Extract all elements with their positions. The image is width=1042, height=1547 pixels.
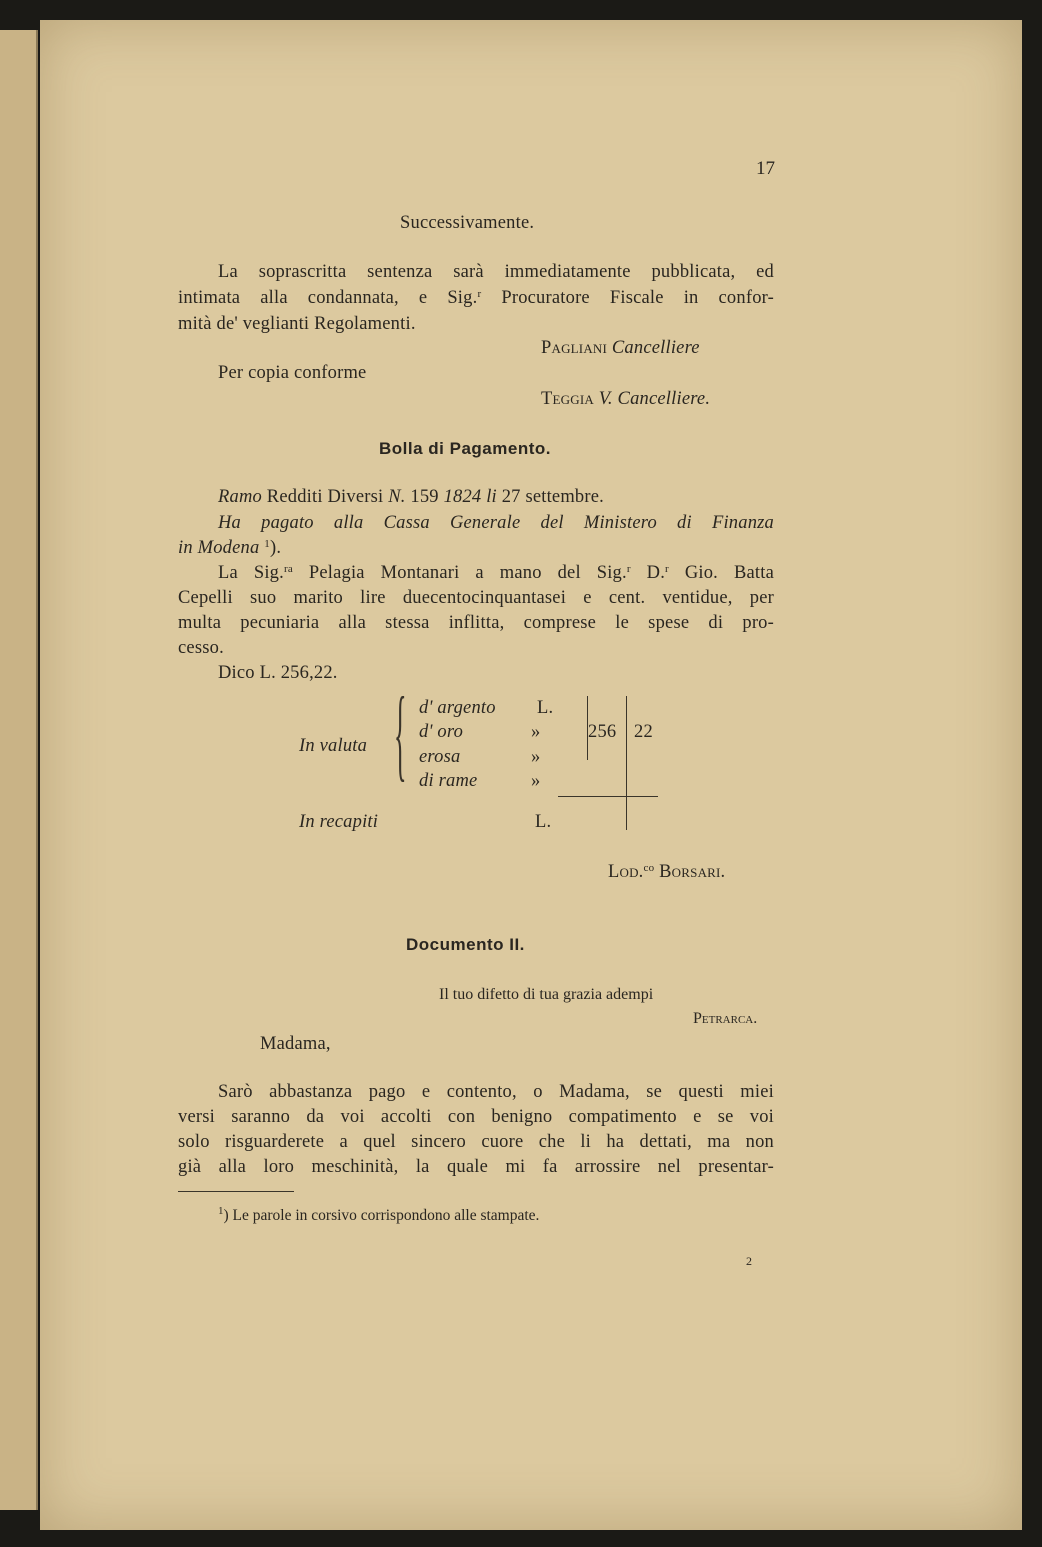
facing-page-edge [0, 30, 38, 1510]
bolla-line3: in Modena $^1$). [178, 538, 282, 558]
epigraph-author: Petrarca. [693, 1010, 758, 1027]
bolla-line7: cesso. [178, 638, 224, 658]
row-rame-unit: » [531, 771, 541, 791]
paragraph2-line4: già alla loro meschinità, la quale mi fa arrossire nel presentar- [178, 1157, 774, 1177]
bolla-line5: Cepelli suo marito lire duecentocinquantasei e cent. ventidue, per [178, 588, 774, 608]
paragraph2-line2: versi saranno da voi accolti con benigno compatimento e se voi [178, 1107, 774, 1127]
bolla-line1: Ramo Redditi Diversi N. 159 1824 li 27 settembre. [218, 487, 604, 507]
footnote: $^1$) Le parole in corsivo corrispondono alle stampate. [218, 1205, 540, 1224]
label-in-recapiti: In recapiti [299, 812, 379, 832]
row-oro-kind: d' oro [419, 722, 464, 742]
table-divider-left [587, 696, 588, 760]
bolla-line4: La Sig.$^{ra}$ Pelagia Montanari a mano del Sig.$^r$ D.$^r$ Gio. Batta [218, 563, 774, 583]
salutation: Madama, [260, 1034, 331, 1054]
paragraph1-line1: La soprascritta sentenza sarà immediatamente pubblicata, ed [218, 262, 774, 282]
row-erosa-kind: erosa [419, 747, 461, 767]
row-oro-cent: 22 [634, 722, 653, 742]
recapiti-unit: L. [535, 812, 552, 832]
row-oro-lire: 256 [588, 722, 617, 742]
label-in-valuta: In valuta [299, 736, 368, 756]
copy-line: Per copia conforme [218, 363, 367, 383]
valuta-brace: { [394, 676, 407, 792]
signature-borsari: Lod.$^{co}$ Borsari. [608, 862, 726, 882]
row-argento-unit: L. [537, 698, 554, 718]
paragraph2-line1: Sarò abbastanza pago e contento, o Madama, se questi miei [218, 1082, 774, 1102]
footnote-rule [178, 1191, 294, 1192]
bolla-line6: multa pecuniaria alla stessa inflitta, comprese le spese di pro- [178, 613, 774, 633]
row-erosa-unit: » [531, 747, 541, 767]
signature-pagliani: Pagliani Cancelliere [541, 338, 700, 358]
heading-successivamente: Successivamente. [400, 213, 535, 233]
signature-mark: 2 [746, 1254, 752, 1268]
bolla-title: Bolla di Pagamento. [379, 439, 551, 458]
row-oro-unit: » [531, 722, 541, 742]
epigraph-text: Il tuo difetto di tua grazia adempi [439, 986, 654, 1003]
signature-teggia: Teggia V. Cancelliere. [541, 389, 711, 409]
paragraph2-line3: solo risguarderete a quel sincero cuore che li ha dettati, ma non [178, 1132, 774, 1152]
documento-title: Documento II. [406, 935, 525, 954]
table-divider-lire-cent [626, 696, 627, 830]
paragraph1-line3: mità de' veglianti Regolamenti. [178, 314, 416, 334]
row-rame-kind: di rame [419, 771, 478, 791]
page-number: 17 [756, 158, 775, 179]
paragraph1-line2: intimata alla condannata, e Sig.$^r$ Procuratore Fiscale in confor- [178, 288, 774, 308]
book-page [40, 20, 1022, 1530]
bolla-line2: Ha pagato alla Cassa Generale del Ministero di Finanza [218, 513, 774, 533]
bolla-line8: Dico L. 256,22. [218, 663, 338, 683]
row-argento-kind: d' argento [419, 698, 496, 718]
table-sum-rule [558, 796, 658, 797]
